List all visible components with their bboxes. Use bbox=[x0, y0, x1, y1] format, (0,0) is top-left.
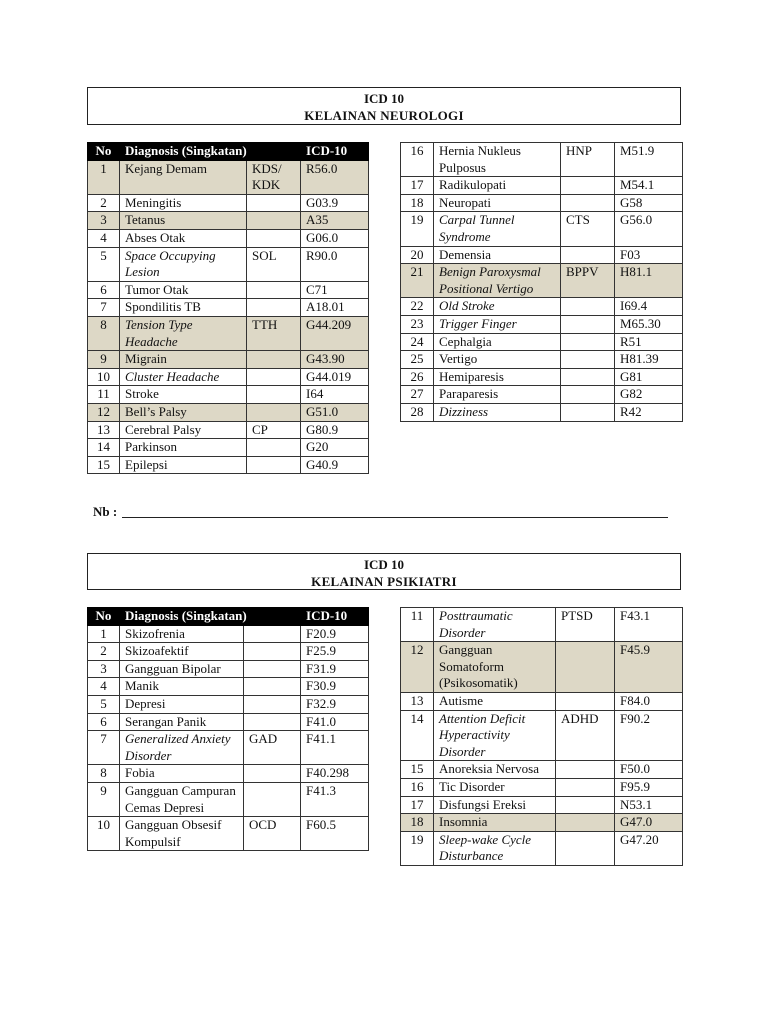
row-number: 24 bbox=[401, 333, 434, 351]
diagnosis-name: Old Stroke bbox=[434, 298, 561, 316]
row-number: 23 bbox=[401, 315, 434, 333]
row-number: 7 bbox=[88, 731, 120, 765]
diagnosis-abbreviation bbox=[561, 246, 615, 264]
diagnosis-abbreviation bbox=[561, 403, 615, 421]
diagnosis-abbreviation: HNP bbox=[561, 143, 615, 177]
icd10-code: G40.9 bbox=[301, 456, 369, 474]
diagnosis-abbreviation bbox=[556, 796, 615, 814]
table-header-row bbox=[88, 608, 369, 626]
diagnosis-name: Meningitis bbox=[120, 194, 247, 212]
icd10-code: C71 bbox=[301, 281, 369, 299]
diagnosis-abbreviation bbox=[247, 194, 301, 212]
icd10-code: F40.298 bbox=[301, 765, 369, 783]
row-number: 10 bbox=[88, 368, 120, 386]
table-row bbox=[88, 421, 369, 439]
icd10-code: N53.1 bbox=[615, 796, 683, 814]
diagnosis-name: Dizziness bbox=[434, 403, 561, 421]
row-number: 8 bbox=[88, 316, 120, 350]
diagnosis-abbreviation bbox=[561, 333, 615, 351]
diagnosis-name: Attention Deficit Hyperactivity Disorder bbox=[434, 710, 556, 761]
diagnosis-name: Carpal Tunnel Syndrome bbox=[434, 212, 561, 246]
diagnosis-name: Insomnia bbox=[434, 814, 556, 832]
table-row bbox=[88, 731, 369, 765]
icd10-code: F25.9 bbox=[301, 643, 369, 661]
row-number: 26 bbox=[401, 368, 434, 386]
diagnosis-name: Cerebral Palsy bbox=[120, 421, 247, 439]
diagnosis-abbreviation bbox=[561, 194, 615, 212]
diagnosis-name: Paraparesis bbox=[434, 386, 561, 404]
diagnosis-abbreviation bbox=[244, 678, 301, 696]
table-row bbox=[88, 625, 369, 643]
row-number: 17 bbox=[401, 177, 434, 195]
diagnosis-abbreviation: CTS bbox=[561, 212, 615, 246]
diagnosis-abbreviation bbox=[247, 351, 301, 369]
table-row bbox=[401, 194, 683, 212]
diagnosis-name: Gangguan Somatoform (Psikosomatik) bbox=[434, 642, 556, 693]
table-row bbox=[401, 778, 683, 796]
row-number: 9 bbox=[88, 782, 120, 816]
table-row bbox=[401, 761, 683, 779]
row-number: 7 bbox=[88, 299, 120, 317]
diagnosis-name: Hemiparesis bbox=[434, 368, 561, 386]
diagnosis-abbreviation: SOL bbox=[247, 247, 301, 281]
table-row bbox=[88, 194, 369, 212]
diagnosis-name: Bell’s Palsy bbox=[120, 403, 247, 421]
diagnosis-abbreviation: OCD bbox=[244, 817, 301, 851]
table-row bbox=[88, 643, 369, 661]
row-number: 19 bbox=[401, 212, 434, 246]
row-number: 15 bbox=[88, 456, 120, 474]
diagnosis-name: Tetanus bbox=[120, 212, 247, 230]
icd10-code: H81.1 bbox=[615, 264, 683, 298]
row-number: 3 bbox=[88, 660, 120, 678]
table-row bbox=[88, 281, 369, 299]
row-number: 18 bbox=[401, 194, 434, 212]
diagnosis-abbreviation bbox=[556, 761, 615, 779]
icd10-code: F50.0 bbox=[615, 761, 683, 779]
icd10-code: M65.30 bbox=[615, 315, 683, 333]
diagnosis-name: Sleep-wake Cycle Disturbance bbox=[434, 831, 556, 865]
diagnosis-abbreviation: CP bbox=[247, 421, 301, 439]
table-row bbox=[88, 403, 369, 421]
icd10-code: I64 bbox=[301, 386, 369, 404]
table-row bbox=[88, 765, 369, 783]
diagnosis-name: Tension Type Headache bbox=[120, 316, 247, 350]
diagnosis-name: Anoreksia Nervosa bbox=[434, 761, 556, 779]
row-number: 4 bbox=[88, 229, 120, 247]
icd10-code: G47.0 bbox=[615, 814, 683, 832]
neuro-table-right bbox=[400, 142, 683, 422]
row-number: 25 bbox=[401, 351, 434, 369]
psych-table-left bbox=[87, 607, 369, 851]
header-diagnosis: Diagnosis (Singkatan) bbox=[120, 608, 301, 626]
diagnosis-name: Autisme bbox=[434, 692, 556, 710]
icd10-code: F20.9 bbox=[301, 625, 369, 643]
table-row bbox=[88, 713, 369, 731]
psych-title-code: ICD 10 bbox=[363, 557, 405, 572]
diagnosis-name: Fobia bbox=[120, 765, 244, 783]
table-row bbox=[88, 160, 369, 194]
diagnosis-name: Benign Paroxysmal Positional Vertigo bbox=[434, 264, 561, 298]
table-row bbox=[88, 247, 369, 281]
row-number: 1 bbox=[88, 160, 120, 194]
table-row bbox=[88, 695, 369, 713]
row-number: 1 bbox=[88, 625, 120, 643]
table-row bbox=[401, 692, 683, 710]
diagnosis-name: Serangan Panik bbox=[120, 713, 244, 731]
table-row bbox=[401, 351, 683, 369]
icd10-code: G44.209 bbox=[301, 316, 369, 350]
icd10-code: G03.9 bbox=[301, 194, 369, 212]
neuro-table-left bbox=[87, 142, 369, 474]
icd10-code: H81.39 bbox=[615, 351, 683, 369]
diagnosis-abbreviation bbox=[556, 814, 615, 832]
row-number: 16 bbox=[401, 778, 434, 796]
table-row bbox=[88, 386, 369, 404]
icd10-code: G47.20 bbox=[615, 831, 683, 865]
icd10-code: F95.9 bbox=[615, 778, 683, 796]
diagnosis-abbreviation: PTSD bbox=[556, 608, 615, 642]
icd10-code: G81 bbox=[615, 368, 683, 386]
row-number: 13 bbox=[401, 692, 434, 710]
diagnosis-name: Generalized Anxiety Disorder bbox=[120, 731, 244, 765]
diagnosis-abbreviation bbox=[244, 625, 301, 643]
diagnosis-name: Tic Disorder bbox=[434, 778, 556, 796]
diagnosis-abbreviation bbox=[556, 692, 615, 710]
icd10-code: F41.1 bbox=[301, 731, 369, 765]
icd10-code: F90.2 bbox=[615, 710, 683, 761]
diagnosis-name: Vertigo bbox=[434, 351, 561, 369]
diagnosis-abbreviation bbox=[561, 298, 615, 316]
icd10-code: F60.5 bbox=[301, 817, 369, 851]
row-number: 12 bbox=[88, 403, 120, 421]
row-number: 14 bbox=[88, 439, 120, 457]
diagnosis-abbreviation: GAD bbox=[244, 731, 301, 765]
row-number: 3 bbox=[88, 212, 120, 230]
diagnosis-abbreviation bbox=[244, 660, 301, 678]
table-header-row bbox=[88, 143, 369, 161]
row-number: 27 bbox=[401, 386, 434, 404]
icd10-code: F30.9 bbox=[301, 678, 369, 696]
diagnosis-name: Abses Otak bbox=[120, 229, 247, 247]
table-row bbox=[401, 298, 683, 316]
diagnosis-name: Depresi bbox=[120, 695, 244, 713]
diagnosis-name: Gangguan Obsesif Kompulsif bbox=[120, 817, 244, 851]
row-number: 9 bbox=[88, 351, 120, 369]
table-row bbox=[88, 316, 369, 350]
table-row bbox=[401, 796, 683, 814]
icd10-code: F32.9 bbox=[301, 695, 369, 713]
row-number: 19 bbox=[401, 831, 434, 865]
row-number: 18 bbox=[401, 814, 434, 832]
icd10-code: G82 bbox=[615, 386, 683, 404]
header-no: No bbox=[88, 143, 120, 161]
icd10-code: F31.9 bbox=[301, 660, 369, 678]
row-number: 15 bbox=[401, 761, 434, 779]
diagnosis-abbreviation bbox=[561, 386, 615, 404]
diagnosis-name: Skizoafektif bbox=[120, 643, 244, 661]
diagnosis-abbreviation bbox=[247, 229, 301, 247]
table-row bbox=[401, 315, 683, 333]
diagnosis-abbreviation bbox=[244, 695, 301, 713]
row-number: 10 bbox=[88, 817, 120, 851]
psych-title-box bbox=[87, 553, 681, 590]
diagnosis-name: Parkinson bbox=[120, 439, 247, 457]
diagnosis-abbreviation bbox=[561, 315, 615, 333]
icd10-code: I69.4 bbox=[615, 298, 683, 316]
icd10-code: G51.0 bbox=[301, 403, 369, 421]
table-row bbox=[401, 403, 683, 421]
diagnosis-abbreviation bbox=[244, 765, 301, 783]
table-row bbox=[401, 642, 683, 693]
diagnosis-name: Cephalgia bbox=[434, 333, 561, 351]
icd10-code: G56.0 bbox=[615, 212, 683, 246]
row-number: 11 bbox=[88, 386, 120, 404]
table-row bbox=[88, 212, 369, 230]
table-row bbox=[88, 782, 369, 816]
neuro-title-code: ICD 10 bbox=[363, 91, 405, 106]
icd10-code: G06.0 bbox=[301, 229, 369, 247]
diagnosis-name: Migrain bbox=[120, 351, 247, 369]
diagnosis-abbreviation bbox=[556, 831, 615, 865]
row-number: 6 bbox=[88, 281, 120, 299]
diagnosis-name: Demensia bbox=[434, 246, 561, 264]
diagnosis-name: Radikulopati bbox=[434, 177, 561, 195]
diagnosis-abbreviation bbox=[561, 368, 615, 386]
diagnosis-abbreviation bbox=[244, 782, 301, 816]
header-diagnosis: Diagnosis (Singkatan) bbox=[120, 143, 301, 161]
psych-table-right bbox=[400, 607, 683, 866]
diagnosis-abbreviation bbox=[247, 439, 301, 457]
diagnosis-name: Disfungsi Ereksi bbox=[434, 796, 556, 814]
row-number: 5 bbox=[88, 695, 120, 713]
row-number: 22 bbox=[401, 298, 434, 316]
table-row bbox=[88, 660, 369, 678]
diagnosis-abbreviation bbox=[556, 778, 615, 796]
diagnosis-abbreviation bbox=[247, 386, 301, 404]
icd10-code: G58 bbox=[615, 194, 683, 212]
row-number: 2 bbox=[88, 643, 120, 661]
diagnosis-abbreviation bbox=[247, 212, 301, 230]
header-no: No bbox=[88, 608, 120, 626]
diagnosis-abbreviation: BPPV bbox=[561, 264, 615, 298]
table-row bbox=[401, 386, 683, 404]
table-row bbox=[401, 608, 683, 642]
row-number: 6 bbox=[88, 713, 120, 731]
diagnosis-abbreviation: KDS/ KDK bbox=[247, 160, 301, 194]
diagnosis-name: Skizofrenia bbox=[120, 625, 244, 643]
table-row bbox=[88, 299, 369, 317]
table-row bbox=[88, 368, 369, 386]
diagnosis-abbreviation bbox=[247, 299, 301, 317]
diagnosis-name: Tumor Otak bbox=[120, 281, 247, 299]
row-number: 21 bbox=[401, 264, 434, 298]
icd10-code: R56.0 bbox=[301, 160, 369, 194]
icd10-code: M51.9 bbox=[615, 143, 683, 177]
nb-label: Nb : bbox=[93, 504, 118, 519]
table-row bbox=[401, 333, 683, 351]
icd10-code: R42 bbox=[615, 403, 683, 421]
diagnosis-abbreviation: ADHD bbox=[556, 710, 615, 761]
row-number: 17 bbox=[401, 796, 434, 814]
diagnosis-abbreviation bbox=[247, 456, 301, 474]
table-row bbox=[401, 710, 683, 761]
icd10-code: F41.0 bbox=[301, 713, 369, 731]
row-number: 8 bbox=[88, 765, 120, 783]
icd10-code: M54.1 bbox=[615, 177, 683, 195]
row-number: 16 bbox=[401, 143, 434, 177]
diagnosis-name: Hernia Nukleus Pulposus bbox=[434, 143, 561, 177]
diagnosis-name: Trigger Finger bbox=[434, 315, 561, 333]
diagnosis-abbreviation: TTH bbox=[247, 316, 301, 350]
table-row bbox=[401, 831, 683, 865]
row-number: 4 bbox=[88, 678, 120, 696]
row-number: 5 bbox=[88, 247, 120, 281]
icd10-code: F03 bbox=[615, 246, 683, 264]
neuro-title-box bbox=[87, 87, 681, 125]
row-number: 11 bbox=[401, 608, 434, 642]
diagnosis-name: Gangguan Campuran Cemas Depresi bbox=[120, 782, 244, 816]
nb-writing-line bbox=[122, 517, 668, 518]
diagnosis-abbreviation bbox=[244, 643, 301, 661]
table-row bbox=[401, 143, 683, 177]
diagnosis-abbreviation bbox=[247, 403, 301, 421]
row-number: 28 bbox=[401, 403, 434, 421]
table-row bbox=[88, 456, 369, 474]
diagnosis-abbreviation bbox=[561, 177, 615, 195]
row-number: 20 bbox=[401, 246, 434, 264]
table-row bbox=[401, 264, 683, 298]
diagnosis-name: Posttraumatic Disorder bbox=[434, 608, 556, 642]
table-row bbox=[88, 678, 369, 696]
icd10-code: F45.9 bbox=[615, 642, 683, 693]
diagnosis-name: Neuropati bbox=[434, 194, 561, 212]
table-row bbox=[88, 817, 369, 851]
icd10-code: G44.019 bbox=[301, 368, 369, 386]
diagnosis-abbreviation bbox=[244, 713, 301, 731]
diagnosis-name: Stroke bbox=[120, 386, 247, 404]
header-icd10: ICD-10 bbox=[301, 608, 369, 626]
table-row bbox=[401, 177, 683, 195]
row-number: 13 bbox=[88, 421, 120, 439]
table-row bbox=[401, 814, 683, 832]
diagnosis-name: Spondilitis TB bbox=[120, 299, 247, 317]
diagnosis-name: Space Occupying Lesion bbox=[120, 247, 247, 281]
psych-title-name: KELAINAN PSIKIATRI bbox=[311, 574, 457, 589]
neuro-title-name: KELAINAN NEUROLOGI bbox=[304, 108, 464, 123]
diagnosis-name: Cluster Headache bbox=[120, 368, 247, 386]
diagnosis-name: Gangguan Bipolar bbox=[120, 660, 244, 678]
icd10-code: G20 bbox=[301, 439, 369, 457]
table-row bbox=[88, 439, 369, 457]
diagnosis-name: Manik bbox=[120, 678, 244, 696]
icd10-code: F43.1 bbox=[615, 608, 683, 642]
table-row bbox=[401, 368, 683, 386]
icd10-code: A35 bbox=[301, 212, 369, 230]
diagnosis-abbreviation bbox=[247, 281, 301, 299]
diagnosis-name: Kejang Demam bbox=[120, 160, 247, 194]
icd10-code: F84.0 bbox=[615, 692, 683, 710]
row-number: 12 bbox=[401, 642, 434, 693]
table-row bbox=[401, 212, 683, 246]
icd10-code: R51 bbox=[615, 333, 683, 351]
row-number: 2 bbox=[88, 194, 120, 212]
header-icd10: ICD-10 bbox=[301, 143, 369, 161]
icd10-code: G80.9 bbox=[301, 421, 369, 439]
row-number: 14 bbox=[401, 710, 434, 761]
diagnosis-abbreviation bbox=[247, 368, 301, 386]
table-row bbox=[88, 351, 369, 369]
table-row bbox=[401, 246, 683, 264]
diagnosis-name: Epilepsi bbox=[120, 456, 247, 474]
diagnosis-abbreviation bbox=[556, 642, 615, 693]
icd10-code: F41.3 bbox=[301, 782, 369, 816]
icd10-code: A18.01 bbox=[301, 299, 369, 317]
icd10-code: G43.90 bbox=[301, 351, 369, 369]
diagnosis-abbreviation bbox=[561, 351, 615, 369]
icd10-code: R90.0 bbox=[301, 247, 369, 281]
table-row bbox=[88, 229, 369, 247]
